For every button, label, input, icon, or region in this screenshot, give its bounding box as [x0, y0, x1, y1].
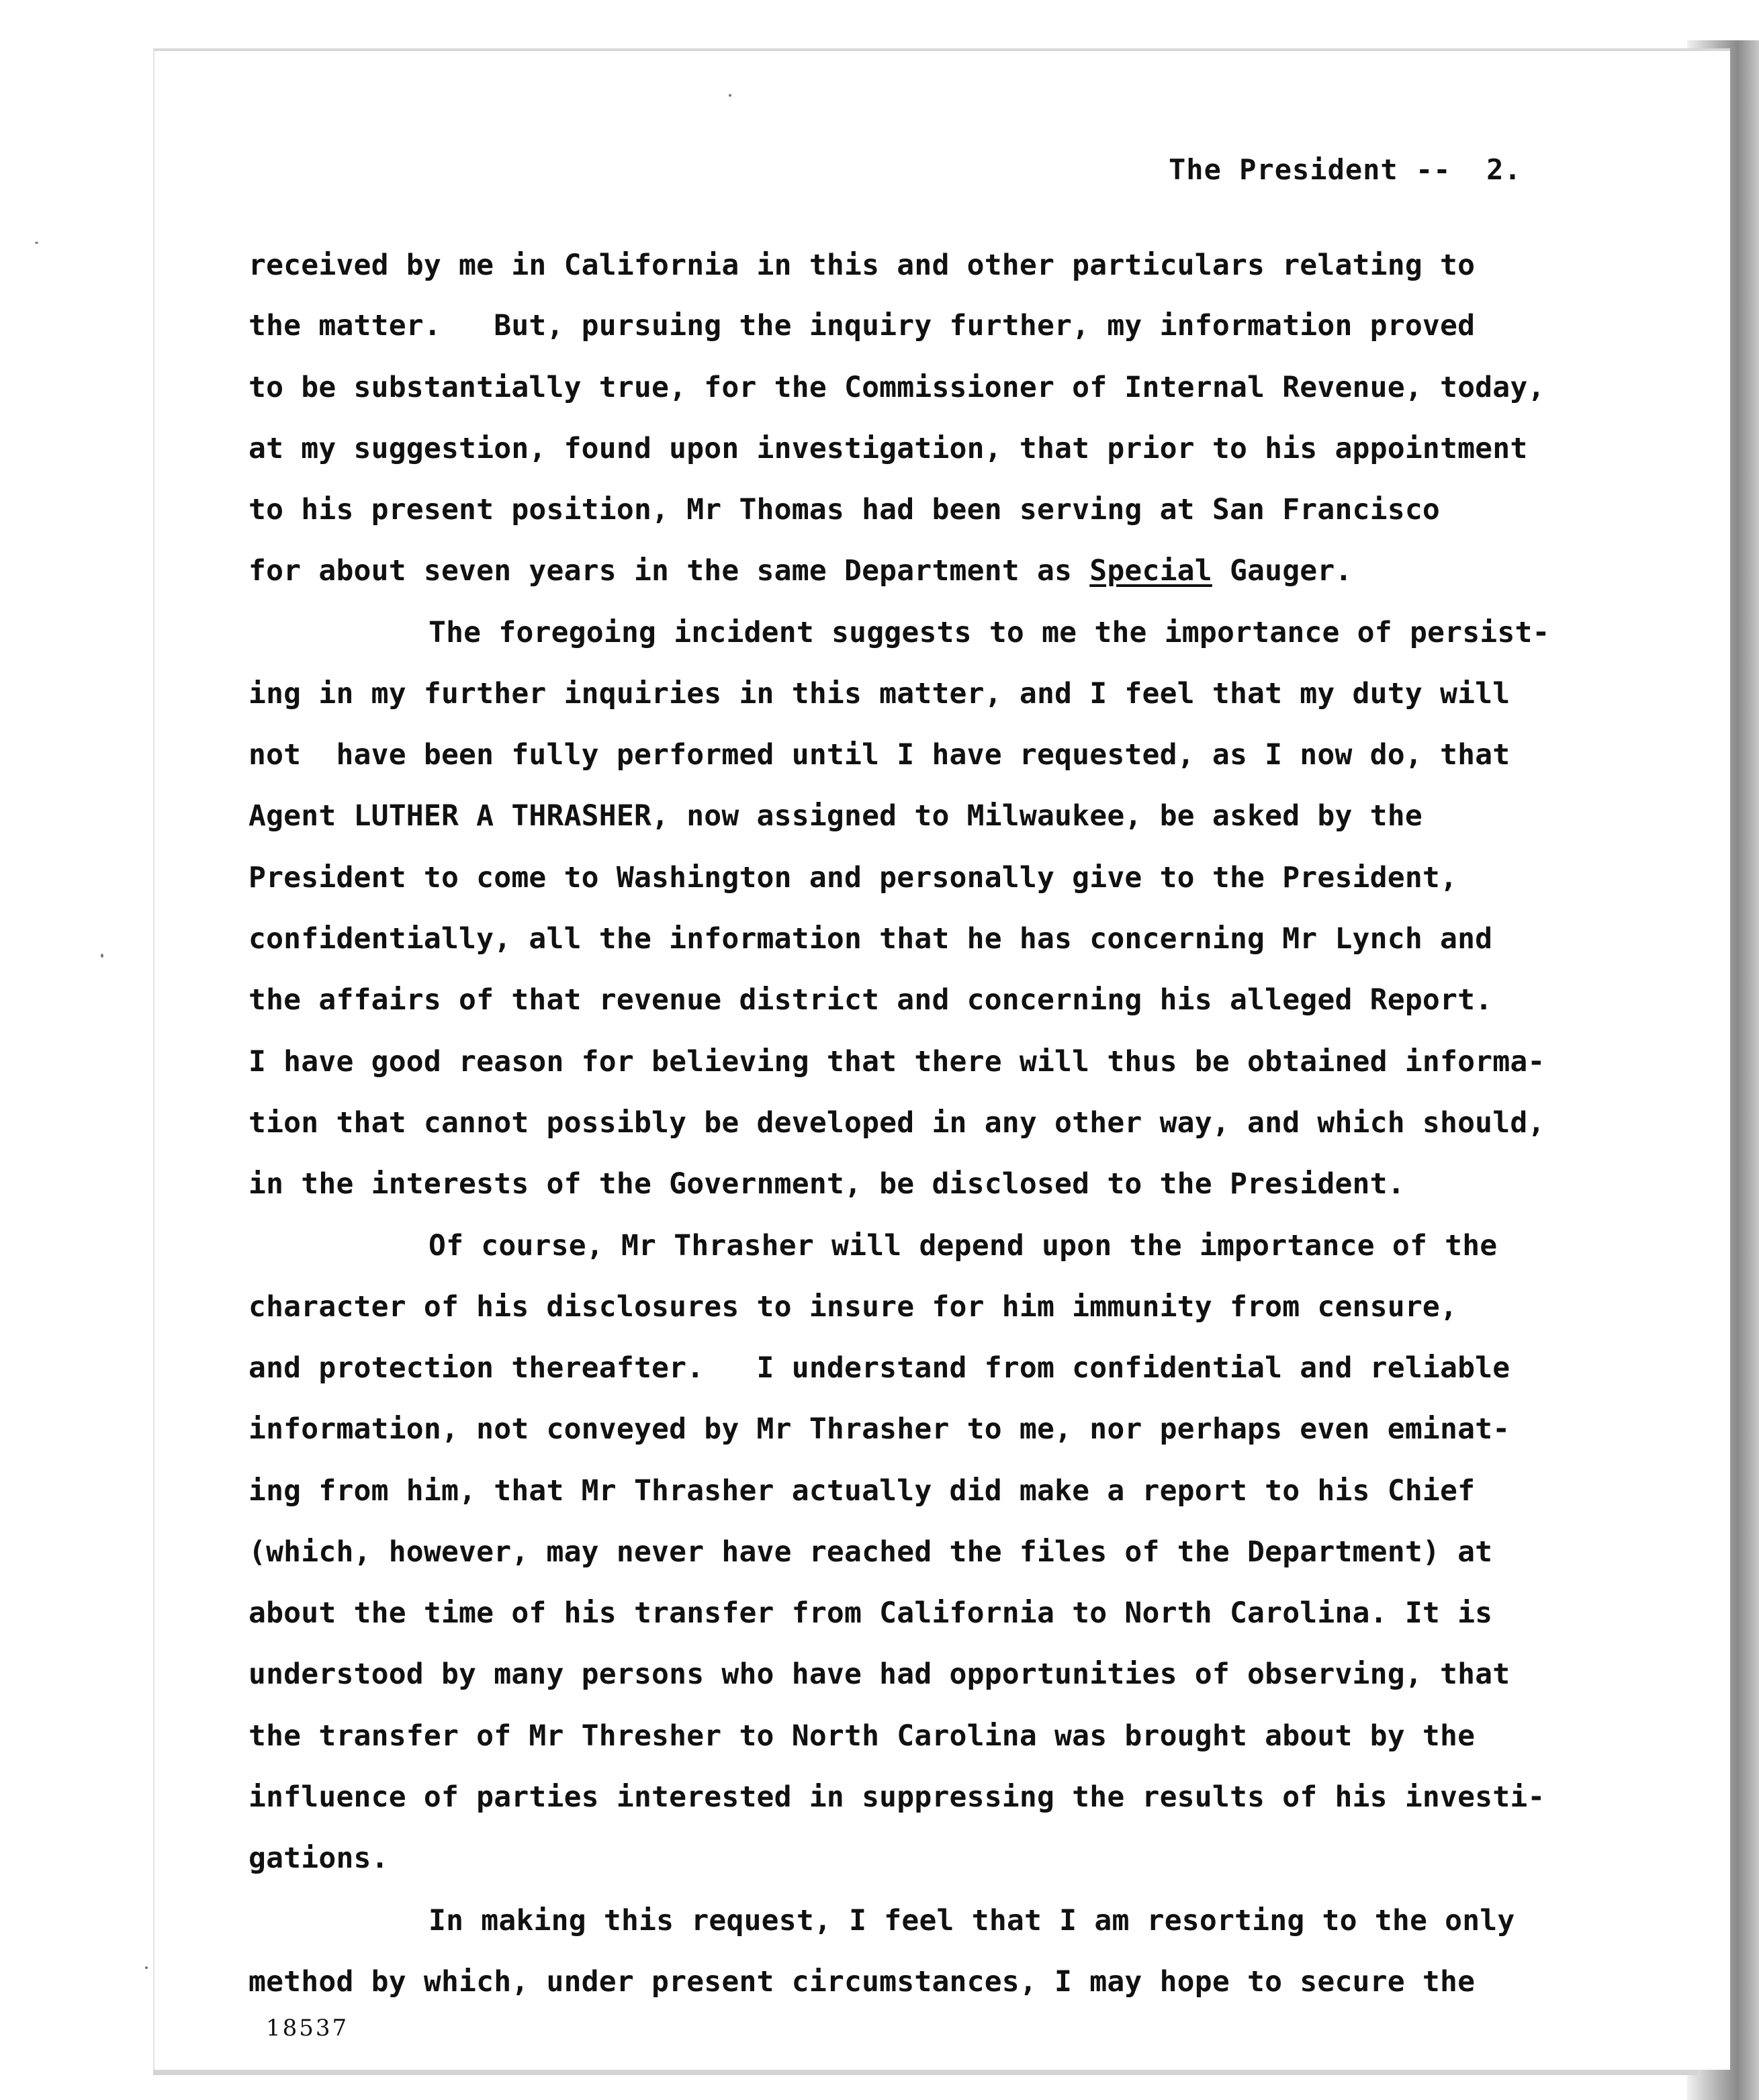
- body-line: about the time of his transfer from California to North Carolina. It is: [249, 1596, 1493, 1630]
- body-line-text: for about seven years in the same Department as: [249, 554, 1090, 588]
- speck: [101, 954, 103, 958]
- body-line: and protection thereafter. I understand from confidential and reliable: [249, 1351, 1510, 1385]
- body-line: (which, however, may never have reached the files of the Department) at: [249, 1535, 1493, 1569]
- body-line: the affairs of that revenue district and concerning his alleged Report.: [249, 983, 1493, 1017]
- body-line: tion that cannot possibly be developed in any other way, and which should,: [249, 1106, 1545, 1140]
- document-number: 18537: [266, 2015, 349, 2042]
- speck: [35, 242, 38, 244]
- body-line: ing from him, that Mr Thrasher actually did make a report to his Chief: [249, 1474, 1476, 1508]
- body-line: ing in my further inquiries in this matter, and I feel that my duty will: [249, 677, 1510, 711]
- page-bottom-edge: [153, 2070, 1698, 2075]
- body-line: received by me in California in this and other particulars relating to: [249, 248, 1476, 282]
- body-line: confidentially, all the information that he has concerning Mr Lynch and: [249, 922, 1493, 956]
- body-line: understood by many persons who have had opportunities of observing, that: [249, 1657, 1510, 1691]
- body-line: at my suggestion, found upon investigation, that prior to his appointment: [249, 432, 1528, 465]
- body-line: not have been fully performed until I have requested, as I now do, that: [249, 738, 1510, 772]
- body-line: character of his disclosures to insure for him immunity from censure,: [249, 1290, 1458, 1324]
- body-line: to be substantially true, for the Commissioner of Internal Revenue, today,: [249, 371, 1545, 404]
- body-line: information, not conveyed by Mr Thrasher to me, nor perhaps even eminat-: [249, 1412, 1510, 1446]
- body-line: Agent LUTHER A THRASHER, now assigned to Milwaukee, be asked by the: [249, 799, 1423, 833]
- body-line: [249, 554, 1353, 588]
- body-line: the matter. But, pursuing the inquiry further, my information proved: [249, 309, 1476, 343]
- body-line: gations.: [249, 1841, 389, 1875]
- body-line: the transfer of Mr Thresher to North Carolina was brought about by the: [249, 1719, 1476, 1753]
- body-line: in the interests of the Government, be disclosed to the President.: [249, 1167, 1405, 1201]
- body-line: Of course, Mr Thrasher will depend upon the importance of the: [429, 1229, 1498, 1263]
- body-line: I have good reason for believing that there will thus be obtained informa-: [249, 1045, 1545, 1079]
- body-line: to his present position, Mr Thomas had been serving at San Francisco: [249, 493, 1440, 527]
- speck: [729, 94, 731, 97]
- body-line: In making this request, I feel that I am resorting to the only: [429, 1904, 1515, 1937]
- underlined-word: Special: [1089, 554, 1212, 588]
- body-line: President to come to Washington and personally give to the President,: [249, 861, 1458, 895]
- body-line: The foregoing incident suggests to me the importance of persist-: [429, 616, 1550, 649]
- page-header: The President -- 2.: [1169, 153, 1522, 186]
- body-line-suffix: Gauger.: [1212, 554, 1353, 588]
- speck: [145, 1966, 148, 1969]
- body-line: influence of parties interested in suppressing the results of his investi-: [249, 1780, 1545, 1814]
- body-line: method by which, under present circumstances, I may hope to secure the: [249, 1965, 1476, 1999]
